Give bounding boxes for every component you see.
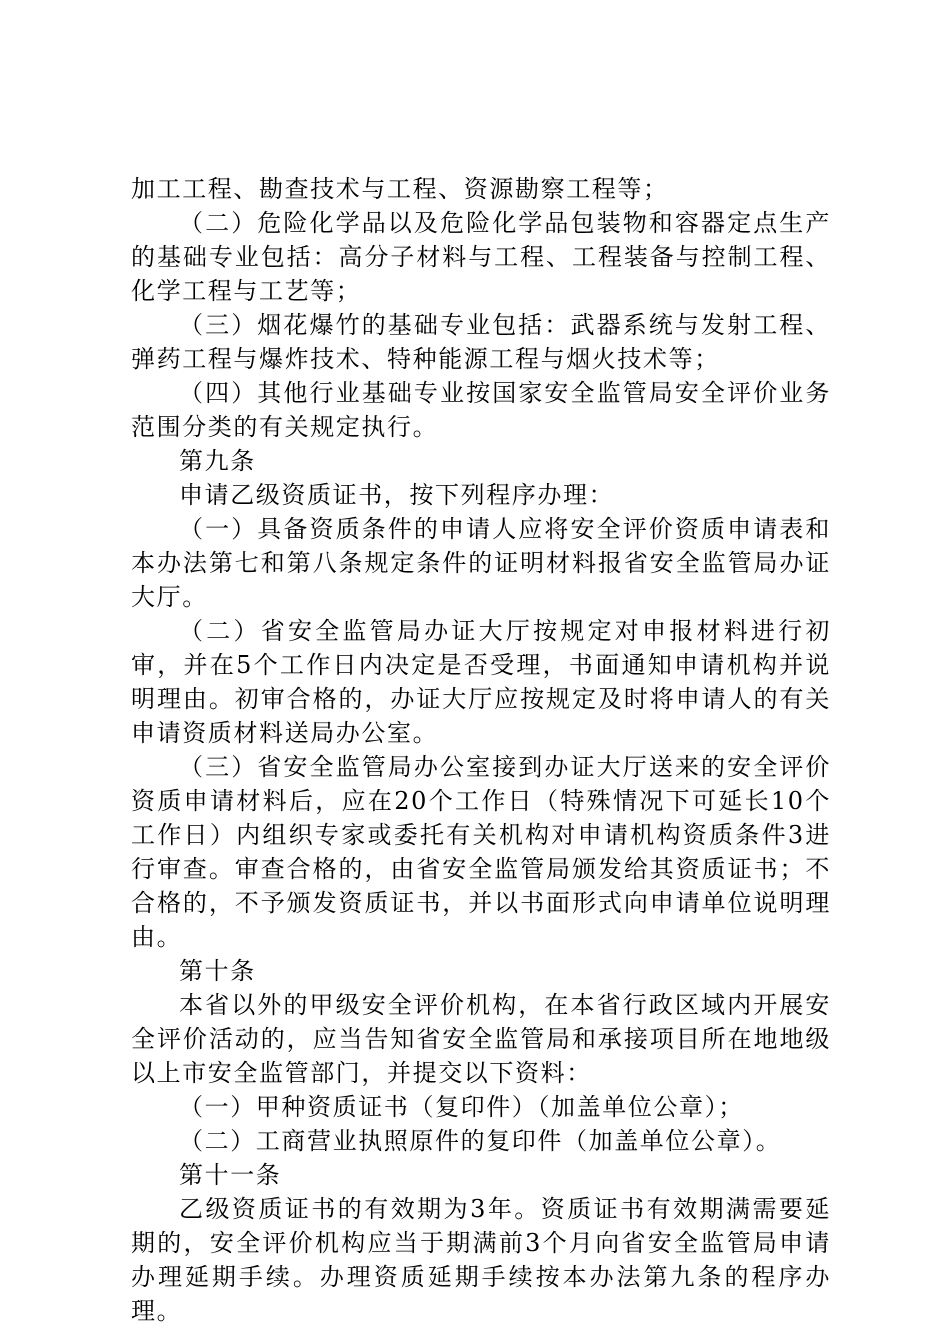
paragraph-6: 申请乙级资质证书，按下列程序办理： xyxy=(179,481,615,509)
article-heading-10: 第十条 xyxy=(179,957,256,985)
paragraph-8: （二）省安全监管局办证大厅按规定对申报材料进行初审，并在5个工作日内决定是否受理，书面通知申请机构并说明理由。初审合格的，办证大厅应按规定及时将申请人的有关申请资质材料送局办公室。 xyxy=(131,617,831,747)
paragraph-2: （二）危险化学品以及危险化学品包装物和容器定点生产的基础专业包括：高分子材料与工程、工程装备与控制工程、化学工程与工艺等； xyxy=(131,209,831,305)
paragraph-13: （二）工商营业执照原件的复印件（加盖单位公章）。 xyxy=(179,1127,782,1155)
paragraph-7: （一）具备资质条件的申请人应将安全评价资质申请表和本办法第七和第八条规定条件的证明材料报省安全监管局办证大厅。 xyxy=(131,515,831,611)
paragraph-15: 乙级资质证书的有效期为3年。资质证书有效期满需要延期的，安全评价机构应当于期满前3个月向省安全监管局申请办理延期手续。办理资质延期手续按本办法第九条的程序办理。 xyxy=(131,1195,831,1325)
paragraph-4: （四）其他行业基础专业按国家安全监管局安全评价业务范围分类的有关规定执行。 xyxy=(131,379,831,441)
paragraph-11: 本省以外的甲级安全评价机构，在本省行政区域内开展安全评价活动的，应当告知省安全监管局和承接项目所在地地级以上市安全监管部门，并提交以下资料： xyxy=(131,991,831,1087)
article-heading-11: 第十一条 xyxy=(179,1161,282,1189)
paragraph-3: （三）烟花爆竹的基础专业包括：武器系统与发射工程、弹药工程与爆炸技术、特种能源工程与烟火技术等； xyxy=(131,311,831,373)
paragraph-1: 加工工程、勘查技术与工程、资源勘察工程等； xyxy=(131,175,669,203)
article-heading-9: 第九条 xyxy=(179,447,256,475)
paragraph-9: （三）省安全监管局办公室接到办证大厅送来的安全评价资质申请材料后，应在20个工作日（特殊情况下可延长10个工作日）内组织专家或委托有关机构对申请机构资质条件3进行审查。审查合格的，由省安全监管局颁发给其资质证书；不合格的，不予颁发资质证书，并以书面形式向申请单位说明理由。 xyxy=(131,753,831,951)
paragraph-12: （一）甲种资质证书（复印件）（加盖单位公章）； xyxy=(179,1093,744,1121)
document-body xyxy=(131,172,831,1328)
